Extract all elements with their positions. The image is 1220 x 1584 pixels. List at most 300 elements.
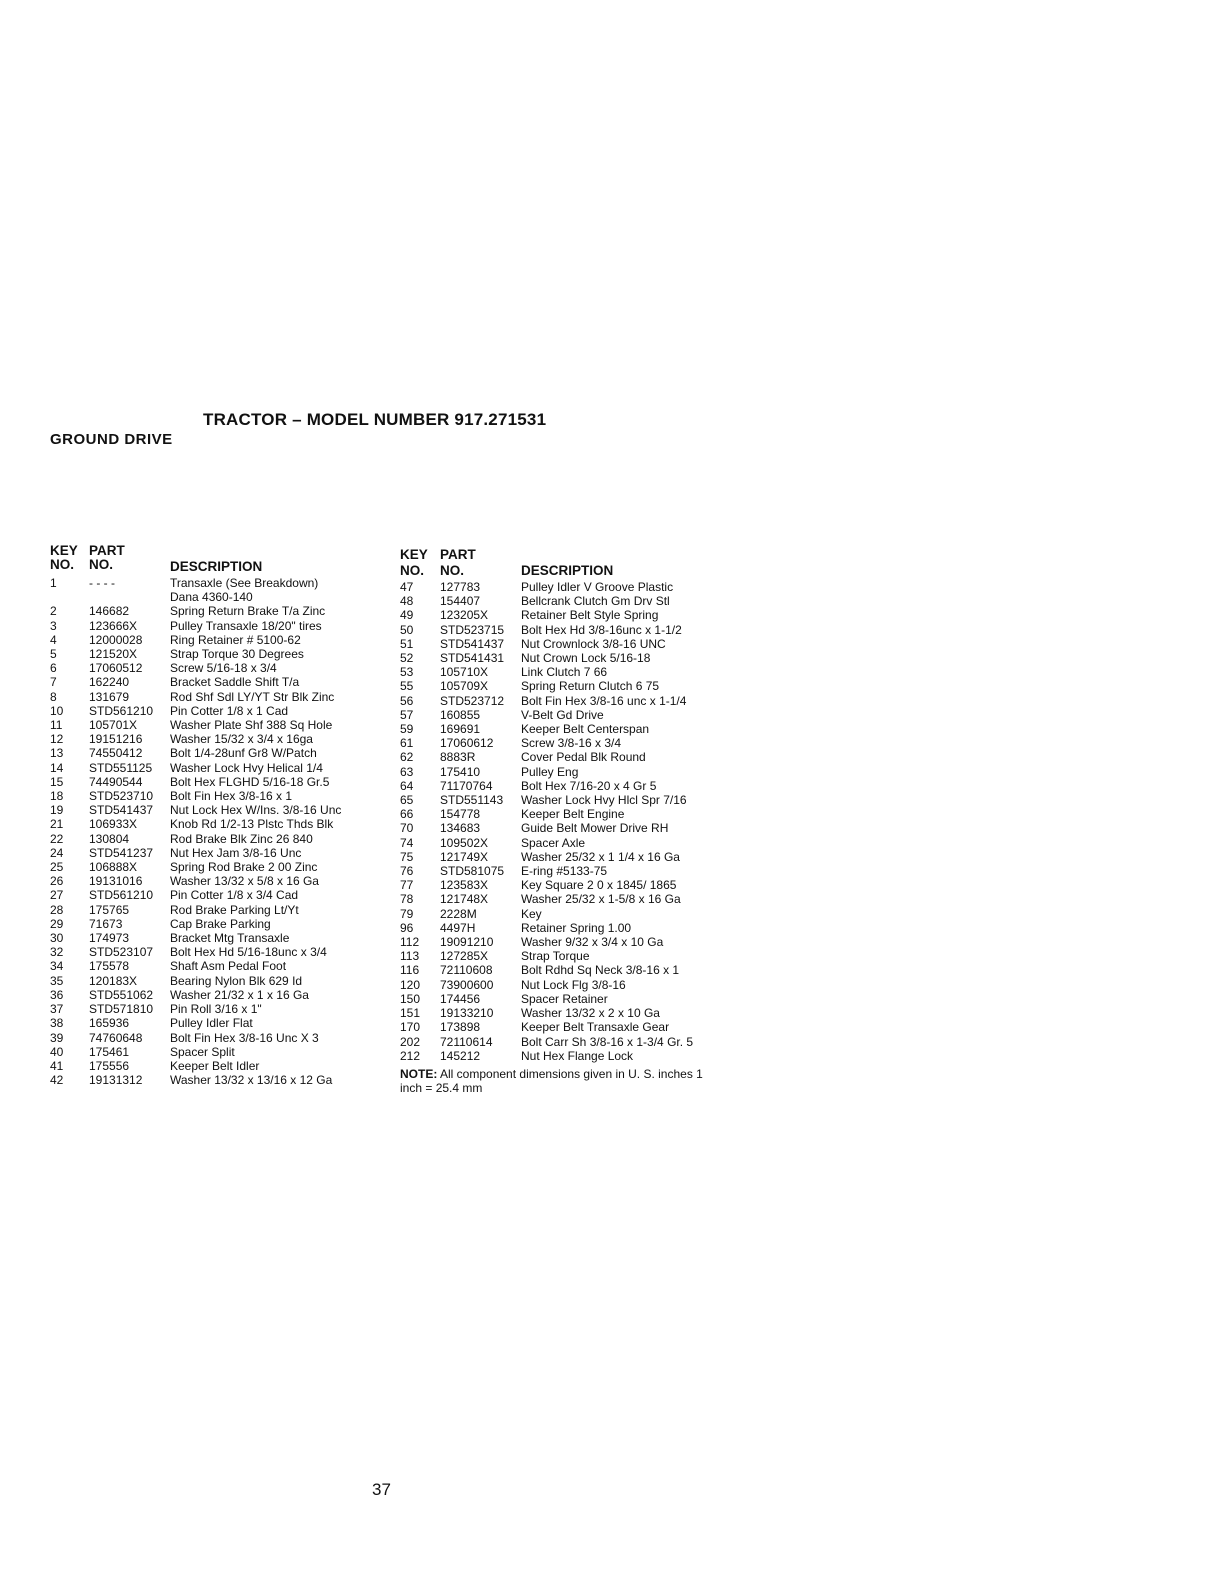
- key-no: 170: [400, 1020, 421, 1035]
- key-no: 59: [400, 722, 414, 737]
- part-no: 173898: [440, 1020, 481, 1035]
- key-no: 51: [400, 636, 414, 651]
- part-no: 131679: [89, 689, 130, 704]
- parts-row: [400, 694, 730, 708]
- parts-row: [400, 907, 730, 921]
- part-no: STD571810: [89, 1002, 154, 1017]
- parts-row: [50, 832, 400, 846]
- key-no: 53: [400, 665, 414, 680]
- part-no: 105701X: [89, 718, 138, 733]
- part-no: 154407: [440, 594, 481, 609]
- part-no: 72110614: [440, 1034, 493, 1049]
- part-no: STD523107: [89, 945, 154, 960]
- key-no: 57: [400, 707, 414, 722]
- key-no: 212: [400, 1048, 421, 1063]
- part-description: Pulley Eng: [521, 764, 579, 779]
- part-no: STD523715: [440, 622, 505, 637]
- part-no: 2228M: [440, 906, 477, 921]
- part-description: Key Square 2 0 x 1845/ 1865: [521, 878, 677, 893]
- part-description: Bracket Saddle Shift T/a: [170, 675, 300, 690]
- parts-row: [400, 608, 730, 622]
- part-no: 127285X: [440, 949, 489, 964]
- part-no: 121749X: [440, 849, 489, 864]
- part-no: 71673: [89, 916, 123, 931]
- part-no: 19131312: [89, 1073, 143, 1088]
- part-header-top: PART: [440, 547, 476, 562]
- parts-row: [400, 1006, 730, 1020]
- part-no: 12000028: [89, 632, 143, 647]
- parts-row: [50, 874, 400, 888]
- part-no: 17060612: [440, 736, 494, 751]
- parts-row: [50, 959, 400, 973]
- parts-row: [400, 736, 730, 750]
- key-no: 15: [50, 774, 64, 789]
- part-description: Nut Lock Hex W/Ins. 3/8-16 Unc: [170, 803, 342, 818]
- parts-row: [50, 647, 400, 661]
- parts-row: [400, 679, 730, 693]
- key-no: 50: [400, 622, 414, 637]
- part-no: 146682: [89, 604, 130, 619]
- parts-row: [400, 1035, 730, 1049]
- key-no: 77: [400, 878, 414, 893]
- part-no: 174456: [440, 991, 481, 1006]
- part-no: 106888X: [89, 860, 138, 875]
- parts-row: [50, 1073, 400, 1087]
- parts-row: [400, 708, 730, 722]
- key-no: 13: [50, 746, 64, 761]
- part-no: STD541437: [440, 636, 505, 651]
- key-no: 2: [50, 604, 57, 619]
- note-text: All component dimensions given in U. S. inches 1 inch = 25.4 mm: [400, 1066, 703, 1095]
- key-no: 37: [50, 1002, 64, 1017]
- part-no: STD523710: [89, 789, 154, 804]
- part-no: 72110608: [440, 963, 493, 978]
- part-no: STD541237: [89, 845, 154, 860]
- part-no: 105710X: [440, 665, 489, 680]
- key-no: 40: [50, 1044, 64, 1059]
- parts-row: [50, 761, 400, 775]
- parts-row: [400, 665, 730, 679]
- part-no: 175410: [440, 764, 481, 779]
- parts-row: [400, 992, 730, 1006]
- key-no: 34: [50, 959, 64, 974]
- parts-row: [50, 604, 400, 618]
- parts-list-right: [400, 548, 730, 1095]
- key-no: 64: [400, 778, 414, 793]
- part-description: Key: [521, 906, 542, 921]
- part-description: Pin Roll 3/16 x 1": [170, 1002, 262, 1017]
- part-description: Bolt Hex Hd 3/8-16unc x 1-1/2: [521, 622, 682, 637]
- part-description: Pulley Transaxle 18/20" tires: [170, 618, 322, 633]
- part-description: Strap Torque: [521, 949, 590, 964]
- key-no: 10: [50, 703, 64, 718]
- key-no: 11: [50, 718, 63, 733]
- key-no: 7: [50, 675, 57, 690]
- key-no: 47: [400, 580, 414, 594]
- key-no: 8: [50, 689, 57, 704]
- part-no: 130804: [89, 831, 130, 846]
- part-description: Keeper Belt Engine: [521, 807, 625, 822]
- key-no: 36: [50, 987, 64, 1002]
- key-no: 61: [400, 736, 414, 751]
- column-headers: [400, 548, 730, 580]
- part-no: [89, 590, 170, 604]
- part-description: Washer 25/32 x 1-5/8 x 16 Ga: [521, 892, 681, 907]
- part-description: Bearing Nylon Blk 629 Id: [170, 973, 303, 988]
- part-no: 109502X: [440, 835, 489, 850]
- parts-row: [400, 750, 730, 764]
- part-header-top: PART: [89, 543, 125, 558]
- part-description: Washer 13/32 x 2 x 10 Ga: [521, 1006, 660, 1021]
- part-description: Retainer Belt Style Spring: [521, 608, 659, 623]
- key-no: 49: [400, 608, 414, 623]
- key-no: 150: [400, 991, 421, 1006]
- key-no: 78: [400, 892, 414, 907]
- part-description: Washer 21/32 x 1 x 16 Ga: [170, 987, 309, 1002]
- key-no: 63: [400, 764, 414, 779]
- part-description: Nut Hex Jam 3/8-16 Unc: [170, 845, 302, 860]
- key-no: 29: [50, 916, 64, 931]
- part-no: 4497H: [440, 920, 476, 935]
- parts-row: [50, 746, 400, 760]
- parts-row: [400, 580, 730, 594]
- key-no: 52: [400, 651, 414, 666]
- parts-row: [50, 690, 400, 704]
- key-no: 79: [400, 906, 414, 921]
- part-description: Knob Rd 1/2-13 Plstc Thds Blk: [170, 817, 334, 832]
- parts-row: [400, 637, 730, 651]
- key-no: 38: [50, 1016, 64, 1031]
- key-no: 56: [400, 693, 414, 708]
- parts-row: [50, 1002, 400, 1016]
- key-no: 120: [400, 977, 421, 992]
- part-no: STD551062: [89, 987, 154, 1002]
- part-no: 73900600: [440, 977, 494, 992]
- dimensions-note: [400, 1067, 720, 1095]
- part-no: 74490544: [89, 774, 143, 789]
- key-no: 4: [50, 632, 57, 647]
- part-description: Spring Rod Brake 2 00 Zinc: [170, 860, 318, 875]
- parts-rows: [400, 580, 730, 1063]
- part-description: Bolt Hex Hd 5/16-18unc x 3/4: [170, 945, 327, 960]
- parts-row: [400, 921, 730, 935]
- key-no: [50, 590, 89, 604]
- parts-row: [400, 1020, 730, 1034]
- parts-row: [400, 836, 730, 850]
- parts-row: [400, 623, 730, 637]
- parts-row: [400, 963, 730, 977]
- part-no: STD541437: [89, 803, 154, 818]
- parts-row: [50, 917, 400, 931]
- part-no: STD561210: [89, 888, 154, 903]
- key-no: 12: [50, 732, 64, 747]
- key-no: 32: [50, 945, 64, 960]
- parts-row: [50, 1045, 400, 1059]
- key-no: 28: [50, 902, 64, 917]
- part-no: 121748X: [440, 892, 489, 907]
- part-description: Spacer Split: [170, 1044, 235, 1059]
- key-no: 66: [400, 807, 414, 822]
- part-no: 123205X: [440, 608, 489, 623]
- part-no: 162240: [89, 675, 130, 690]
- part-header-bottom: NO.: [440, 563, 465, 578]
- part-description: Spring Return Clutch 6 75: [521, 679, 660, 694]
- part-no: 123583X: [440, 878, 489, 893]
- part-description: E-ring #5133-75: [521, 864, 608, 879]
- parts-row: [50, 619, 400, 633]
- parts-row: [50, 888, 400, 902]
- part-description: Retainer Spring 1.00: [521, 920, 632, 935]
- part-description: Pin Cotter 1/8 x 1 Cad: [170, 703, 289, 718]
- key-no: 24: [50, 845, 64, 860]
- part-description: Bolt Fin Hex 3/8-16 unc x 1-1/4: [521, 693, 687, 708]
- parts-row: [400, 765, 730, 779]
- part-no: 160855: [440, 707, 481, 722]
- parts-row: [50, 789, 400, 803]
- description-header: DESCRIPTION: [170, 559, 263, 574]
- part-no: 106933X: [89, 817, 138, 832]
- part-no: STD561210: [89, 703, 154, 718]
- parts-row: [50, 945, 400, 959]
- part-no: 127783: [440, 580, 481, 594]
- parts-row: [400, 793, 730, 807]
- parts-row: [400, 892, 730, 906]
- key-no: 22: [50, 831, 64, 846]
- parts-row: [50, 817, 400, 831]
- parts-row: [50, 675, 400, 689]
- key-no: 70: [400, 821, 414, 836]
- part-description: Rod Shf Sdl LY/YT Str Blk Zinc: [170, 689, 335, 704]
- key-no: 74: [400, 835, 414, 850]
- key-no: 21: [50, 817, 64, 832]
- part-description: Bolt 1/4-28unf Gr8 W/Patch: [170, 746, 317, 761]
- key-no: 96: [400, 920, 414, 935]
- part-description: Bolt Rdhd Sq Neck 3/8-16 x 1: [521, 963, 680, 978]
- parts-row: [50, 633, 400, 647]
- parts-row: [50, 576, 400, 590]
- parts-row: [400, 978, 730, 992]
- part-description: Nut Crown Lock 5/16-18: [521, 651, 651, 666]
- key-no: 6: [50, 661, 57, 676]
- key-no: 202: [400, 1034, 421, 1049]
- part-description: Shaft Asm Pedal Foot: [170, 959, 287, 974]
- key-no: 76: [400, 864, 414, 879]
- part-description: Washer 9/32 x 3/4 x 10 Ga: [521, 935, 664, 950]
- key-no: 42: [50, 1073, 64, 1088]
- part-no: 165936: [89, 1016, 130, 1031]
- key-no: 1: [50, 576, 57, 590]
- part-description: Pin Cotter 1/8 x 3/4 Cad: [170, 888, 299, 903]
- part-no: STD551143: [440, 793, 504, 808]
- parts-row: [50, 988, 400, 1002]
- key-no: 19: [50, 803, 64, 818]
- parts-row: [50, 718, 400, 732]
- part-description: Pulley Idler Flat: [170, 1016, 253, 1031]
- parts-row: [400, 1049, 730, 1063]
- key-no: 62: [400, 750, 414, 765]
- part-description: Washer 25/32 x 1 1/4 x 16 Ga: [521, 849, 680, 864]
- parts-row: [400, 779, 730, 793]
- key-no: 35: [50, 973, 64, 988]
- part-description: Bolt Carr Sh 3/8-16 x 1-3/4 Gr. 5: [521, 1034, 694, 1049]
- key-no: 5: [50, 647, 57, 662]
- key-no: 14: [50, 760, 64, 775]
- part-description: Washer Lock Hvy Helical 1/4: [170, 760, 323, 775]
- key-no: 27: [50, 888, 64, 903]
- parts-row: [50, 775, 400, 789]
- parts-row: [50, 846, 400, 860]
- parts-row: [400, 722, 730, 736]
- parts-row: [400, 807, 730, 821]
- parts-row: [400, 864, 730, 878]
- key-no: 55: [400, 679, 414, 694]
- part-no: 134683: [440, 821, 481, 836]
- part-description: Bolt Hex 7/16-20 x 4 Gr 5: [521, 778, 657, 793]
- part-description: Washer Plate Shf 388 Sq Hole: [170, 718, 333, 733]
- part-description: Keeper Belt Transaxle Gear: [521, 1020, 670, 1035]
- key-no: 39: [50, 1030, 64, 1045]
- part-no: 123666X: [89, 618, 138, 633]
- key-no: 3: [50, 618, 57, 633]
- parts-row: [50, 732, 400, 746]
- part-no: 17060512: [89, 661, 143, 676]
- note-label: NOTE:: [400, 1066, 438, 1081]
- key-no: 48: [400, 594, 414, 609]
- part-description: Rod Brake Parking Lt/Yt: [170, 902, 299, 917]
- part-no: 169691: [440, 722, 481, 737]
- key-header-top: KEY: [400, 547, 428, 562]
- part-no: 19131016: [89, 874, 143, 889]
- key-no: 41: [50, 1058, 64, 1073]
- parts-row: [50, 860, 400, 874]
- part-no: - - - -: [89, 576, 115, 590]
- part-description: Guide Belt Mower Drive RH: [521, 821, 669, 836]
- key-no: 25: [50, 860, 64, 875]
- part-description: Washer Lock Hvy Hlcl Spr 7/16: [521, 793, 687, 808]
- key-no: 26: [50, 874, 64, 889]
- part-no: 145212: [440, 1048, 481, 1063]
- parts-row: [50, 1059, 400, 1073]
- part-description: Bellcrank Clutch Gm Drv Stl: [521, 594, 670, 609]
- part-description: Strap Torque 30 Degrees: [170, 647, 304, 662]
- part-no: 174973: [89, 931, 130, 946]
- section-title: GROUND DRIVE: [50, 431, 173, 448]
- column-headers: [50, 544, 400, 576]
- parts-row: [400, 850, 730, 864]
- parts-row: [400, 821, 730, 835]
- part-no: 19091210: [440, 935, 494, 950]
- parts-row: [400, 878, 730, 892]
- part-description: Transaxle (See Breakdown): [170, 576, 319, 590]
- part-description: Dana 4360-140: [170, 590, 253, 605]
- key-no: 112: [400, 935, 420, 950]
- parts-row: [400, 949, 730, 963]
- part-description: Spring Return Brake T/a Zinc: [170, 604, 326, 619]
- part-header-bottom: NO.: [89, 557, 114, 572]
- parts-row: [50, 974, 400, 988]
- part-no: 121520X: [89, 647, 138, 662]
- key-no: 18: [50, 789, 64, 804]
- part-description: Washer 13/32 x 5/8 x 16 Ga: [170, 874, 319, 889]
- part-description: Washer 15/32 x 3/4 x 16ga: [170, 732, 313, 747]
- parts-row: [50, 931, 400, 945]
- key-header-bottom: NO.: [400, 563, 425, 578]
- key-no: 113: [400, 949, 420, 964]
- part-no: 175461: [89, 1044, 130, 1059]
- part-description: Screw 3/8-16 x 3/4: [521, 736, 622, 751]
- part-description: Bolt Fin Hex 3/8-16 x 1: [170, 789, 293, 804]
- part-description: V-Belt Gd Drive: [521, 707, 604, 722]
- part-no: 74550412: [89, 746, 143, 761]
- parts-row: [50, 1031, 400, 1045]
- part-description: Nut Crownlock 3/8-16 UNC: [521, 636, 666, 651]
- part-no: 175578: [89, 959, 130, 974]
- part-no: 120183X: [89, 973, 138, 988]
- parts-row: [50, 661, 400, 675]
- part-no: STD541431: [440, 651, 505, 666]
- part-description: Cover Pedal Blk Round: [521, 750, 646, 765]
- page-title: TRACTOR – MODEL NUMBER 917.271531: [203, 410, 547, 429]
- part-description: Washer 13/32 x 13/16 x 12 Ga: [170, 1073, 333, 1088]
- part-no: STD523712: [440, 693, 505, 708]
- parts-row: [50, 590, 400, 604]
- part-description: Screw 5/16-18 x 3/4: [170, 661, 277, 676]
- part-description: Bolt Hex FLGHD 5/16-18 Gr.5: [170, 774, 330, 789]
- parts-row: [400, 935, 730, 949]
- part-no: 175556: [89, 1058, 130, 1073]
- description-header: DESCRIPTION: [521, 563, 614, 578]
- part-description: Nut Hex Flange Lock: [521, 1048, 634, 1063]
- part-no: 105709X: [440, 679, 489, 694]
- part-no: 19151216: [89, 732, 143, 747]
- parts-rows: [50, 576, 400, 1087]
- parts-list-left: [50, 544, 400, 1087]
- key-header-top: KEY: [50, 543, 78, 558]
- part-description: Rod Brake Blk Zinc 26 840: [170, 831, 313, 846]
- parts-row: [50, 1016, 400, 1030]
- part-description: Keeper Belt Centerspan: [521, 722, 650, 737]
- part-description: Spacer Axle: [521, 835, 586, 850]
- part-description: Ring Retainer # 5100-62: [170, 632, 301, 647]
- parts-row: [50, 803, 400, 817]
- part-description: Pulley Idler V Groove Plastic: [521, 580, 674, 594]
- parts-row: [50, 903, 400, 917]
- key-no: 116: [400, 963, 420, 978]
- key-no: 65: [400, 793, 414, 808]
- part-description: Cap Brake Parking: [170, 916, 271, 931]
- part-no: 154778: [440, 807, 481, 822]
- parts-row: [400, 594, 730, 608]
- part-no: 8883R: [440, 750, 476, 765]
- part-no: STD551125: [89, 760, 153, 775]
- part-no: STD581075: [440, 864, 505, 879]
- part-no: 19133210: [440, 1006, 494, 1021]
- part-no: 74760648: [89, 1030, 143, 1045]
- part-no: 71170764: [440, 778, 493, 793]
- key-no: 75: [400, 849, 414, 864]
- part-description: Keeper Belt Idler: [170, 1058, 260, 1073]
- part-no: 175765: [89, 902, 130, 917]
- part-description: Bracket Mtg Transaxle: [170, 931, 290, 946]
- parts-row: [50, 704, 400, 718]
- key-header-bottom: NO.: [50, 557, 75, 572]
- page-number: 37: [372, 1480, 391, 1499]
- part-description: Link Clutch 7 66: [521, 665, 608, 680]
- key-no: 151: [400, 1006, 421, 1021]
- part-description: Nut Lock Flg 3/8-16: [521, 977, 626, 992]
- part-description: Spacer Retainer: [521, 991, 608, 1006]
- part-description: Bolt Fin Hex 3/8-16 Unc X 3: [170, 1030, 319, 1045]
